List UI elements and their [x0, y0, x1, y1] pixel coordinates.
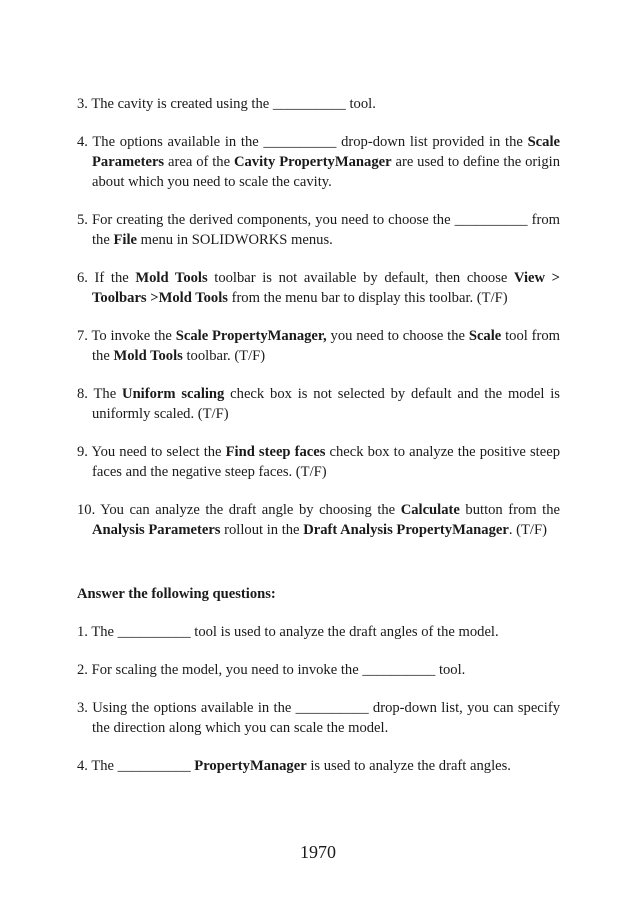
bold-term: View > Toolbars >Mold Tools: [92, 270, 560, 306]
bold-term: Scale Parameters: [92, 134, 560, 170]
bold-term: Analysis Parameters: [92, 522, 221, 538]
question-text: menu in SOLIDWORKS menus.: [137, 232, 333, 248]
bold-term: Scale: [468, 328, 502, 344]
bold-term: Uniform scaling: [122, 386, 225, 402]
bold-term: File: [113, 232, 137, 248]
bold-term: Cavity PropertyManager: [233, 154, 392, 170]
question-text: rollout in the: [220, 522, 304, 538]
question-text: button from the: [459, 502, 560, 518]
question-item: [77, 622, 560, 642]
question-text: 9. You need to select the: [77, 444, 226, 460]
question-text: 1. The __________ tool is used to analyze the draft angles of the model.: [77, 624, 499, 640]
question-text: 5. For creating the derived components, you need to choose the __________ from the: [77, 212, 560, 248]
question-text: 4. The options available in the __________ drop-down list provided in the: [77, 134, 528, 150]
question-text: area of the: [164, 154, 234, 170]
question-text: toolbar. (T/F): [182, 348, 266, 364]
question-text: 3. The cavity is created using the __________ tool.: [77, 96, 376, 112]
question-text: check box is not selected by default and the model is uniformly scaled. (T/F): [92, 386, 560, 422]
question-item: [77, 268, 560, 308]
bold-term: PropertyManager: [194, 758, 307, 774]
answer-questions-list: [77, 622, 560, 776]
review-questions-list: [77, 94, 560, 540]
question-item: [77, 500, 560, 540]
page-content: [77, 94, 560, 794]
question-text: check box to analyze the positive steep faces and the negative steep faces. (T/F): [92, 444, 560, 480]
question-item: [77, 384, 560, 424]
question-text: 8. The: [77, 386, 123, 402]
question-text: 3. Using the options available in the __________ drop-down list, you can specify the direction along which you can scale the model.: [77, 700, 560, 736]
question-text: is used to analyze the draft angles.: [306, 758, 511, 774]
section-heading: Answer the following questions:: [77, 586, 276, 602]
question-text: toolbar is not available by default, then choose: [207, 270, 514, 286]
question-text: are used to define the origin about which you need to scale the cavity.: [92, 154, 560, 190]
question-text: 2. For scaling the model, you need to invoke the __________ tool.: [77, 662, 466, 678]
question-text: 6. If the: [77, 270, 136, 286]
question-item: [77, 132, 560, 192]
question-item: [77, 442, 560, 482]
question-item: [77, 756, 560, 776]
page-number: 1970: [300, 842, 336, 862]
question-item: [77, 326, 560, 366]
bold-term: Scale PropertyManager,: [175, 328, 327, 344]
question-text: you need to choose the: [326, 328, 469, 344]
question-text: 10. You can analyze the draft angle by choosing the: [77, 502, 401, 518]
bold-term: Draft Analysis PropertyManager: [303, 522, 509, 538]
question-text: from the menu bar to display this toolbar. (T/F): [227, 290, 508, 306]
question-item: [77, 94, 560, 114]
bold-term: Mold Tools: [135, 270, 208, 286]
question-text: . (T/F): [508, 522, 547, 538]
question-text: 4. The __________: [77, 758, 195, 774]
bold-term: Mold Tools: [113, 348, 183, 364]
question-item: [77, 698, 560, 738]
question-item: [77, 660, 560, 680]
bold-term: Calculate: [400, 502, 460, 518]
question-item: [77, 210, 560, 250]
question-text: 7. To invoke the: [77, 328, 176, 344]
question-text: tool from the: [92, 328, 560, 364]
bold-term: Find steep faces: [225, 444, 326, 460]
